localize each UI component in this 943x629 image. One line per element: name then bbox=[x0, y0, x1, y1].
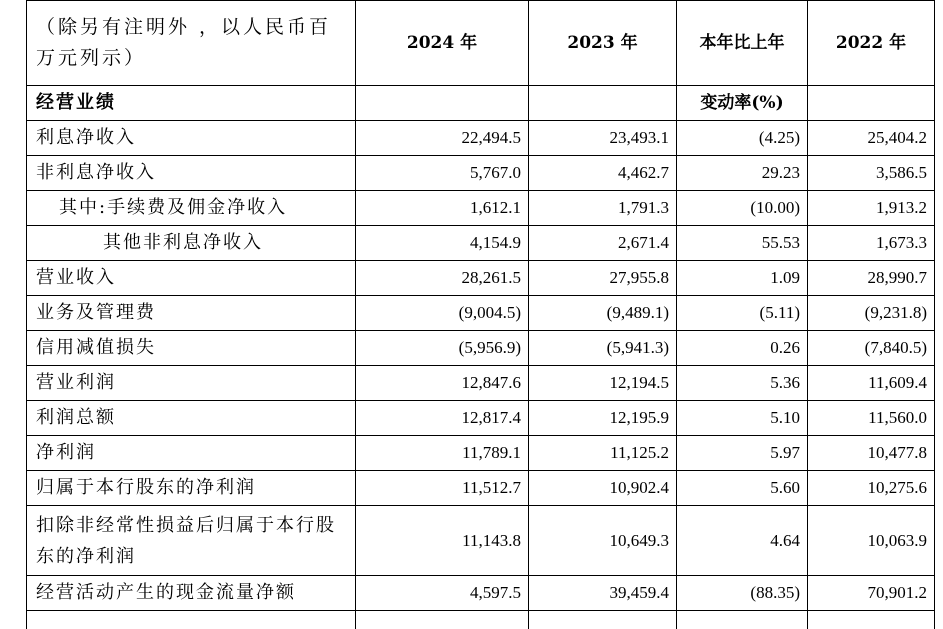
header-row bbox=[27, 1, 935, 86]
table-continuation-row bbox=[27, 611, 935, 629]
value-2022: 10,477.8 bbox=[808, 436, 935, 471]
value-2023: 10,649.3 bbox=[529, 506, 677, 576]
table-row bbox=[27, 506, 935, 576]
value-2023: (5,941.3) bbox=[529, 331, 677, 366]
table-row bbox=[27, 191, 935, 226]
value-2024: 11,789.1 bbox=[356, 436, 529, 471]
change-rate-label: 变动率(%) bbox=[677, 86, 808, 121]
table-row bbox=[27, 366, 935, 401]
value-2024: 4,597.5 bbox=[356, 576, 529, 611]
table-row bbox=[27, 226, 935, 261]
value-2023: 12,195.9 bbox=[529, 401, 677, 436]
value-change: 5.10 bbox=[677, 401, 808, 436]
row-label: 归属于本行股东的净利润 bbox=[27, 471, 356, 506]
section-empty-cell bbox=[808, 86, 935, 121]
value-2024: 12,847.6 bbox=[356, 366, 529, 401]
value-2022: 11,560.0 bbox=[808, 401, 935, 436]
table-row bbox=[27, 296, 935, 331]
value-2023: 4,462.7 bbox=[529, 156, 677, 191]
row-label: 营业收入 bbox=[27, 261, 356, 296]
row-label: 净利润 bbox=[27, 436, 356, 471]
section-row bbox=[27, 86, 935, 121]
value-2022: 10,275.6 bbox=[808, 471, 935, 506]
table-row bbox=[27, 471, 935, 506]
value-2024: 11,143.8 bbox=[356, 506, 529, 576]
col-change-header: 本年比上年 bbox=[677, 1, 808, 86]
value-2022: 70,901.2 bbox=[808, 576, 935, 611]
row-label: 经营活动产生的现金流量净额 bbox=[27, 576, 356, 611]
value-change: 5.36 bbox=[677, 366, 808, 401]
row-label: 扣除非经常性损益后归属于本行股东的净利润 bbox=[27, 506, 356, 576]
value-2024: (5,956.9) bbox=[356, 331, 529, 366]
table-row bbox=[27, 576, 935, 611]
value-change: 0.26 bbox=[677, 331, 808, 366]
value-2023: 27,955.8 bbox=[529, 261, 677, 296]
value-change: 5.60 bbox=[677, 471, 808, 506]
empty-cell bbox=[27, 611, 356, 629]
row-label: 信用减值损失 bbox=[27, 331, 356, 366]
value-change: (88.35) bbox=[677, 576, 808, 611]
value-2024: 4,154.9 bbox=[356, 226, 529, 261]
row-label: 其他非利息净收入 bbox=[27, 226, 356, 261]
value-2023: 10,902.4 bbox=[529, 471, 677, 506]
col-2022-header: 2022 年 bbox=[808, 1, 935, 86]
empty-cell bbox=[529, 611, 677, 629]
table-row bbox=[27, 331, 935, 366]
value-2023: (9,489.1) bbox=[529, 296, 677, 331]
row-label: 其中:手续费及佣金净收入 bbox=[27, 191, 356, 226]
empty-cell bbox=[808, 611, 935, 629]
value-change: 5.97 bbox=[677, 436, 808, 471]
value-2022: 3,586.5 bbox=[808, 156, 935, 191]
value-2022: 10,063.9 bbox=[808, 506, 935, 576]
value-2024: 5,767.0 bbox=[356, 156, 529, 191]
value-2024: 11,512.7 bbox=[356, 471, 529, 506]
value-2024: 28,261.5 bbox=[356, 261, 529, 296]
table-row bbox=[27, 156, 935, 191]
value-2023: 2,671.4 bbox=[529, 226, 677, 261]
table-row bbox=[27, 401, 935, 436]
row-label: 非利息净收入 bbox=[27, 156, 356, 191]
section-title: 经营业绩 bbox=[27, 86, 356, 121]
value-2024: (9,004.5) bbox=[356, 296, 529, 331]
value-2022: 1,913.2 bbox=[808, 191, 935, 226]
table-row bbox=[27, 436, 935, 471]
value-2022: (9,231.8) bbox=[808, 296, 935, 331]
table-row bbox=[27, 261, 935, 296]
financial-table bbox=[26, 0, 935, 629]
value-change: 1.09 bbox=[677, 261, 808, 296]
value-2022: 28,990.7 bbox=[808, 261, 935, 296]
value-2022: 11,609.4 bbox=[808, 366, 935, 401]
col-2023-header: 2023 年 bbox=[529, 1, 677, 86]
value-change: 55.53 bbox=[677, 226, 808, 261]
empty-cell bbox=[356, 611, 529, 629]
empty-cell bbox=[677, 611, 808, 629]
unit-note: （除另有注明外 ，以人民币百万元列示） bbox=[27, 1, 356, 86]
value-change: (4.25) bbox=[677, 121, 808, 156]
value-2024: 12,817.4 bbox=[356, 401, 529, 436]
value-2022: 1,673.3 bbox=[808, 226, 935, 261]
row-label: 营业利润 bbox=[27, 366, 356, 401]
row-label: 业务及管理费 bbox=[27, 296, 356, 331]
section-empty-cell bbox=[529, 86, 677, 121]
value-2022: (7,840.5) bbox=[808, 331, 935, 366]
section-empty-cell bbox=[356, 86, 529, 121]
value-2022: 25,404.2 bbox=[808, 121, 935, 156]
value-2023: 1,791.3 bbox=[529, 191, 677, 226]
row-label: 利润总额 bbox=[27, 401, 356, 436]
value-2023: 12,194.5 bbox=[529, 366, 677, 401]
value-2024: 1,612.1 bbox=[356, 191, 529, 226]
value-2023: 39,459.4 bbox=[529, 576, 677, 611]
table-row bbox=[27, 121, 935, 156]
value-change: (10.00) bbox=[677, 191, 808, 226]
row-label: 利息净收入 bbox=[27, 121, 356, 156]
value-2024: 22,494.5 bbox=[356, 121, 529, 156]
value-change: 4.64 bbox=[677, 506, 808, 576]
value-2023: 23,493.1 bbox=[529, 121, 677, 156]
col-2024-header: 2024 年 bbox=[356, 1, 529, 86]
value-change: 29.23 bbox=[677, 156, 808, 191]
value-change: (5.11) bbox=[677, 296, 808, 331]
value-2023: 11,125.2 bbox=[529, 436, 677, 471]
